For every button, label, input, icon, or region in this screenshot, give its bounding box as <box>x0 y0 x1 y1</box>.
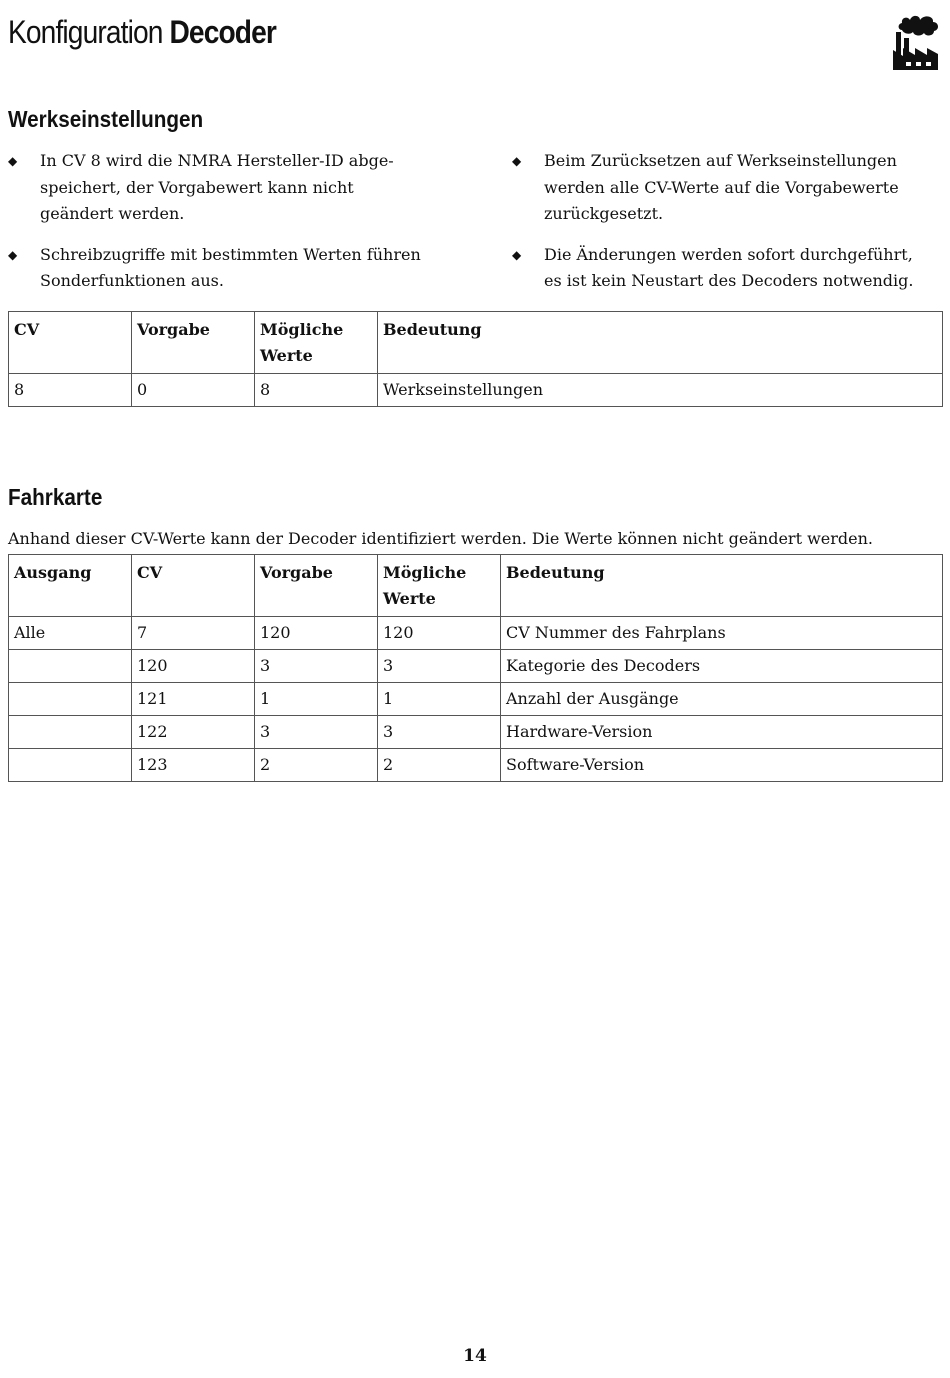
table-cell: 122 <box>132 716 255 749</box>
table-cell: Kategorie des Decoders <box>501 650 943 683</box>
table-cell: 1 <box>378 683 501 716</box>
table-cell: Alle <box>9 617 132 650</box>
table-row <box>9 749 943 782</box>
list-item <box>8 242 428 295</box>
table-cell: 3 <box>255 716 378 749</box>
table-row <box>9 716 943 749</box>
table-header-row <box>9 555 943 617</box>
table-cell: 8 <box>9 374 132 407</box>
table-cell: Software-Version <box>501 749 943 782</box>
table-cell: 7 <box>132 617 255 650</box>
column-header: Vorgabe <box>255 555 378 617</box>
factory-icon <box>888 8 942 70</box>
table-header-row <box>9 312 943 374</box>
column-header: Ausgang <box>9 555 132 617</box>
page-header <box>8 8 942 72</box>
table-cell <box>9 650 132 683</box>
table-cell: 1 <box>255 683 378 716</box>
table-cell: 3 <box>378 650 501 683</box>
table-cell: Anzahl der Ausgänge <box>501 683 943 716</box>
table-cell: 120 <box>255 617 378 650</box>
column-header: Vorgabe <box>132 312 255 374</box>
column-header: Bedeutung <box>501 555 943 617</box>
table-cell: Hardware-Version <box>501 716 943 749</box>
table-werkseinstellungen <box>8 311 943 407</box>
column-header: Bedeutung <box>378 312 943 374</box>
column-header: CV <box>9 312 132 374</box>
table-cell <box>9 683 132 716</box>
table-cell: 123 <box>132 749 255 782</box>
diamond-bullet-icon: ◆ <box>512 154 522 168</box>
table-row <box>9 650 943 683</box>
column-header: CV <box>132 555 255 617</box>
table-cell: 8 <box>255 374 378 407</box>
bullet-list-left <box>8 148 428 309</box>
page-title-bold: Decoder <box>169 14 276 50</box>
bullet-text: Beim Zurücksetzen auf Werkseinstellungen werden alle CV-Werte auf die Vorgabewerte zurückgesetzt. <box>544 151 899 223</box>
table-row <box>9 617 943 650</box>
bullet-list-right <box>512 148 932 309</box>
table-cell: CV Nummer des Fahrplans <box>501 617 943 650</box>
table-fahrkarte <box>8 554 943 782</box>
table-cell <box>9 749 132 782</box>
page-title <box>8 14 276 50</box>
table-cell: 2 <box>378 749 501 782</box>
table-cell: 2 <box>255 749 378 782</box>
diamond-bullet-icon: ◆ <box>512 247 522 262</box>
section-heading-fahrkarte: Fahrkarte <box>8 484 103 510</box>
bullet-text: In CV 8 wird die NMRA Hersteller-ID abge-speichert, der Vorgabewert kann nicht geändert werden. <box>40 151 394 223</box>
list-item <box>8 148 428 228</box>
table-row <box>9 683 943 716</box>
table-cell: 0 <box>132 374 255 407</box>
list-item <box>512 148 932 228</box>
table-cell: 121 <box>132 683 255 716</box>
diamond-bullet-icon: ◆ <box>8 154 18 168</box>
section-heading-werkseinstellungen: Werkseinstellungen <box>8 106 204 132</box>
page-title-light: Konfiguration <box>8 14 163 50</box>
diamond-bullet-icon: ◆ <box>8 247 18 262</box>
list-item <box>512 242 932 295</box>
column-header: Mögliche Werte <box>378 555 501 617</box>
table-cell <box>9 716 132 749</box>
table-cell: Werkseinstellungen <box>378 374 943 407</box>
intro-text: Anhand dieser CV-Werte kann der Decoder identifiziert werden. Die Werte können nicht geändert werden. <box>8 529 874 548</box>
table-cell: 120 <box>378 617 501 650</box>
bullet-text: Schreibzugriffe mit bestimmten Werten führen Sonderfunktionen aus. <box>40 244 421 290</box>
bullet-text: Die Änderungen werden sofort durchgeführt, es ist kein Neustart des Decoders notwendig. <box>544 244 914 290</box>
column-header: Mögliche Werte <box>255 312 378 374</box>
table-cell: 3 <box>378 716 501 749</box>
page-number: 14 <box>463 1346 487 1366</box>
table-row <box>9 374 943 407</box>
table-cell: 3 <box>255 650 378 683</box>
table-cell: 120 <box>132 650 255 683</box>
